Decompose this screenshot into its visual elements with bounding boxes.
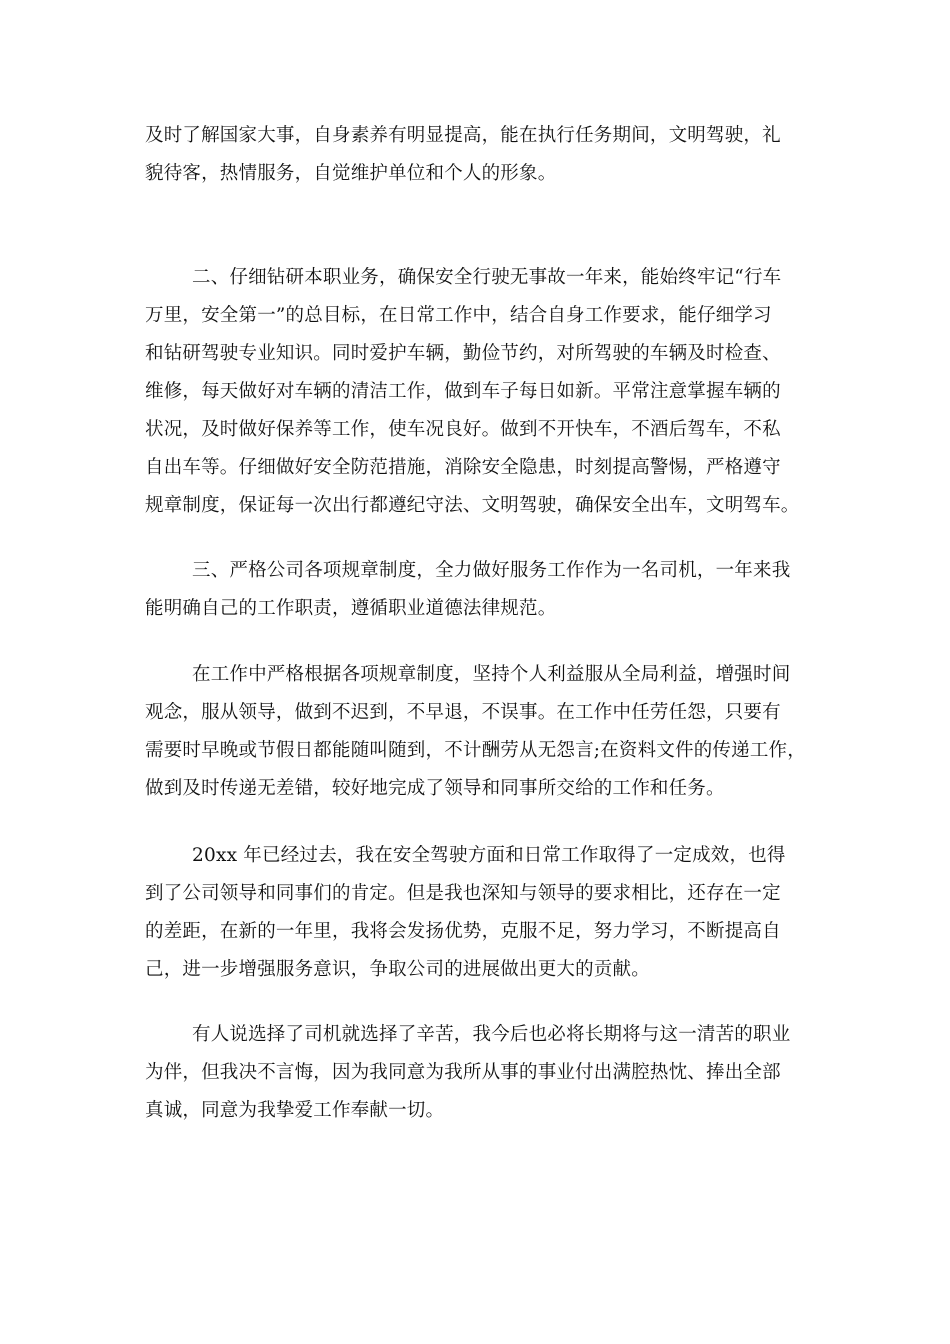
paragraph-5 — [145, 837, 815, 989]
text-line: 和钻研驾驶专业知识。同时爱护车辆，勤俭节约，对所驾驶的车辆及时检查、 — [145, 343, 781, 364]
paragraph-3 — [145, 552, 815, 628]
text-line: 真诚，同意为我挚爱工作奉献一切。 — [145, 1100, 445, 1121]
text-line: 20xx 年已经过去，我在安全驾驶方面和日常工作取得了一定成效，也得 — [192, 845, 786, 866]
text-line: 有人说选择了司机就选择了辛苦，我今后也必将长期将与这一清苦的职业 — [192, 1024, 791, 1045]
text-line: 观念，服从领导，做到不迟到，不早退，不误事。在工作中任劳任怨，只要有 — [145, 702, 781, 723]
paragraph-1 — [145, 117, 815, 193]
paragraph-4 — [145, 656, 815, 808]
text-line: 为伴，但我决不言悔，因为我同意为我所从事的事业付出满腔热忱、捧出全部 — [145, 1062, 781, 1083]
text-line: 规章制度，保证每一次出行都遵纪守法、文明驾驶，确保安全出车，文明驾车。 — [145, 495, 800, 516]
paragraph-6 — [145, 1016, 815, 1130]
text-line: 万里，安全第一”的总目标，在日常工作中，结合自身工作要求，能仔细学习 — [145, 305, 772, 326]
text-line: 能明确自己的工作职责，遵循职业道德法律规范。 — [145, 598, 557, 619]
text-line: 在工作中严格根据各项规章制度，坚持个人利益服从全局利益，增强时间 — [192, 664, 791, 685]
text-line: 做到及时传递无差错，较好地完成了领导和同事所交给的工作和任务。 — [145, 778, 725, 799]
paragraph-2 — [145, 259, 815, 525]
text-line: 己，进一步增强服务意识，争取公司的进展做出更大的贡献。 — [145, 959, 650, 980]
text-line: 状况，及时做好保养等工作，使车况良好。做到不开快车，不酒后驾车，不私 — [145, 419, 781, 440]
text-line: 二、仔细钻研本职业务，确保安全行驶无事故一年来，能始终牢记“行车 — [192, 267, 782, 288]
text-line: 自出车等。仔细做好安全防范措施，消除安全隐患，时刻提高警惕，严格遵守 — [145, 457, 781, 478]
text-line: 到了公司领导和同事们的肯定。但是我也深知与领导的要求相比，还存在一定 — [145, 883, 781, 904]
text-line: 的差距，在新的一年里，我将会发扬优势，克服不足，努力学习，不断提高自 — [145, 921, 781, 942]
text-line: 需要时早晚或节假日都能随叫随到，不计酬劳从无怨言;在资料文件的传递工作， — [145, 740, 806, 761]
text-line: 及时了解国家大事，自身素养有明显提高，能在执行任务期间，文明驾驶，礼 — [145, 125, 781, 146]
text-line: 三、严格公司各项规章制度，全力做好服务工作作为一名司机，一年来我 — [192, 560, 791, 581]
text-line: 维修，每天做好对车辆的清洁工作，做到车子每日如新。平常注意掌握车辆的 — [145, 381, 781, 402]
text-line: 貌待客，热情服务，自觉维护单位和个人的形象。 — [145, 163, 557, 184]
